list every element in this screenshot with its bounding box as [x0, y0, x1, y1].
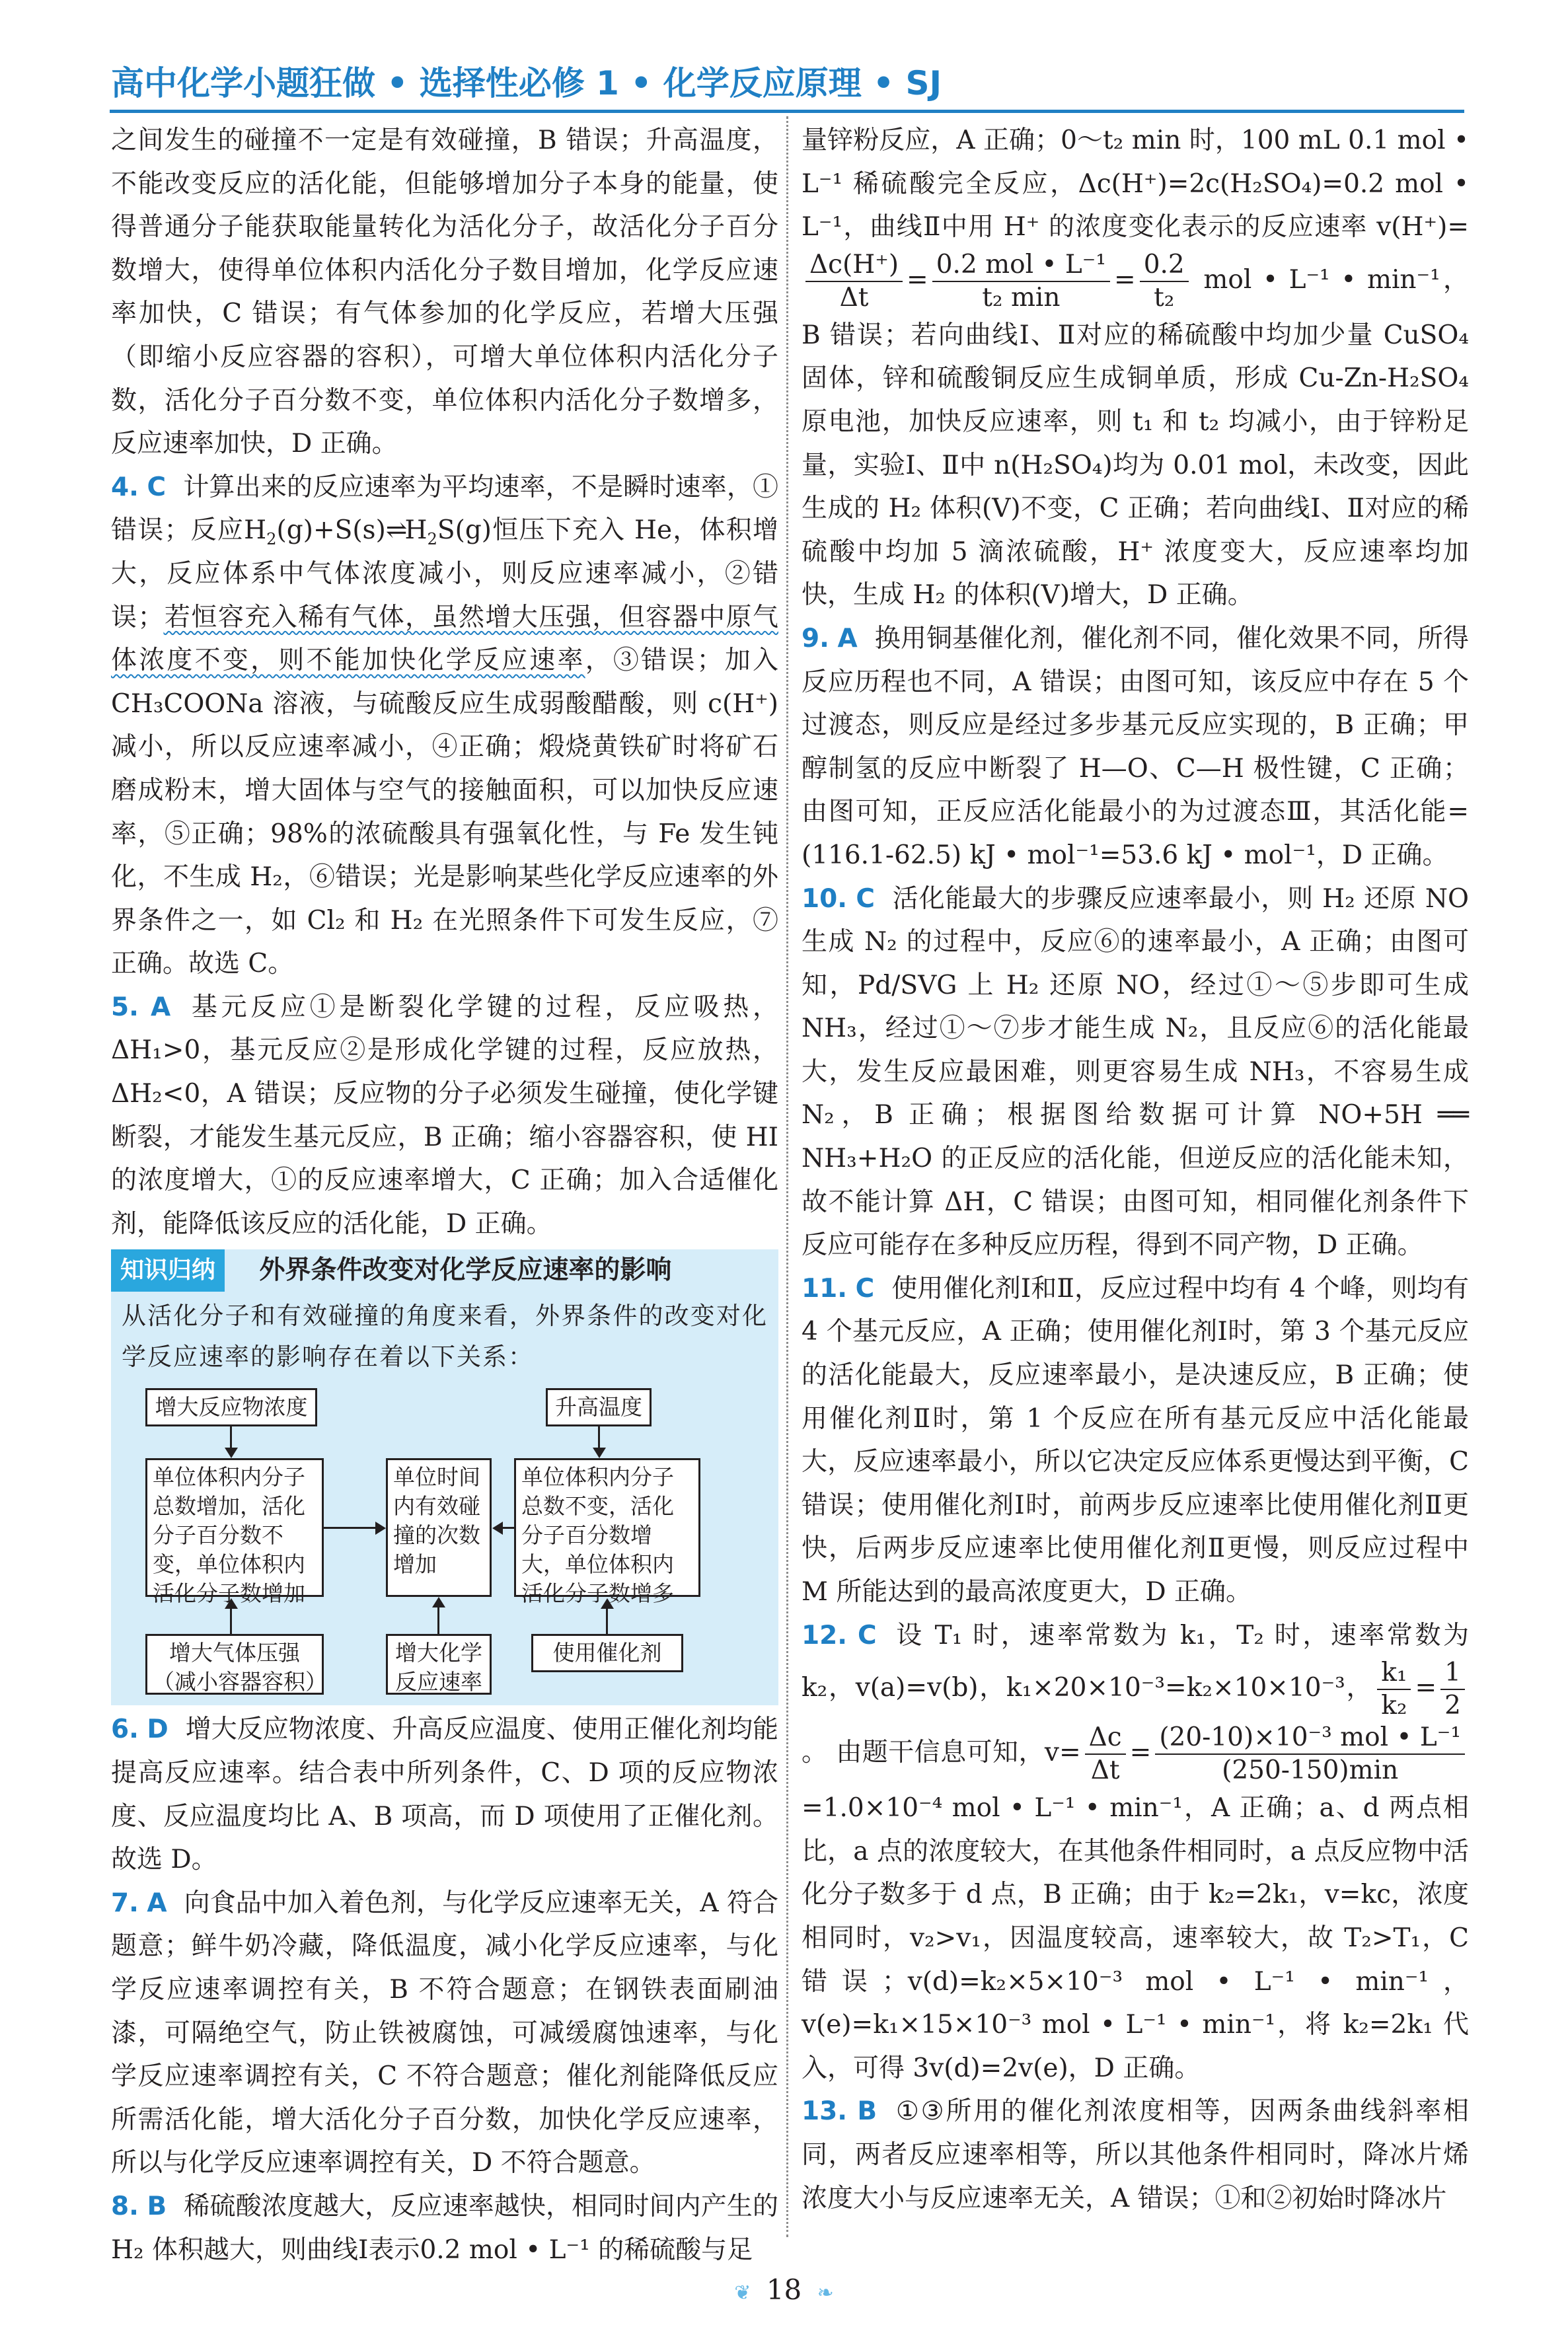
column-divider — [786, 116, 788, 2237]
question-number: 6. — [111, 1715, 139, 1745]
knowledge-summary-box — [111, 1249, 778, 1705]
arrow-right-icon — [375, 1522, 386, 1535]
page-number: 18 — [766, 2273, 802, 2306]
fraction: $\frac{0.2}{\text{t₂}}$ — [1140, 249, 1189, 314]
answer-8-continuation: 量锌粉反应，A 正确；0～t₂ min 时，100 mL 0.1 mol • L⁻¹ 稀硫酸完全反应，Δc(H⁺)=2c(H₂SO₄)=0.2 mol • L⁻¹，曲线Ⅱ中用 H⁺ 的浓度变化表示的反应速率 v(H⁺)= $\frac{\Delta c(H^+)}{\Delta t}$ = $\frac{\text{0.2 mol • L⁻¹}}{\text{t₂ min}}$ = $\frac{0.2}{\text{t₂}}$ mol • L⁻¹ • min⁻¹，B 错误；若向曲线Ⅰ、Ⅱ对应的稀硫酸中均加少量 CuSO₄ 固体，锌和硫酸铜反应生成铜单质，形成 Cu-Zn-H₂SO₄ 原电池，加快反应速率，则 t₁ 和 t₂ 均减小，由于锌粉足量，实验Ⅰ、Ⅱ中 n(H₂SO₄)均为 0.01 mol，未改变，因此生成的 H₂ 体积(V)不变，C 正确；若向曲线Ⅰ、Ⅱ对应的稀硫酸中均加 5 滴浓硫酸，H⁺ 浓度变大，反应速率均加快，生成 H₂ 的体积(V)增大，D 正确。 — [802, 126, 1469, 610]
arrow-up-icon — [225, 1598, 238, 1609]
answer-7 — [111, 1882, 778, 2185]
box-increase-rate: 增大化学反应速率 — [386, 1634, 492, 1695]
page-footer — [0, 2270, 1568, 2310]
fraction: $\frac{\text{(20-10)×10⁻³ mol • L⁻¹}}{(250-150)\min}$ — [1155, 1722, 1465, 1787]
answer-letter: B — [857, 2096, 877, 2127]
question-number: 7. — [111, 1888, 139, 1918]
answer-11 — [802, 1267, 1469, 1614]
answer-5 — [111, 986, 778, 1246]
fraction: $\frac{\Delta c}{\Delta t}$ — [1085, 1722, 1126, 1787]
box-use-catalyst: 使用催化剂 — [531, 1634, 683, 1672]
answer-letter: C — [858, 1620, 877, 1650]
arrow-down-icon — [593, 1448, 606, 1458]
question-number: 13. — [802, 2096, 848, 2127]
question-number: 4. — [111, 472, 139, 502]
leaf-ornament-icon: ❦ — [734, 2281, 751, 2305]
answer-letter: C — [855, 1273, 875, 1304]
box-effective-collisions: 单位时间内有效碰撞的次数增加 — [386, 1458, 492, 1597]
header-rule — [110, 110, 1464, 113]
box-increase-concentration: 增大反应物浓度 — [145, 1388, 317, 1426]
answer-letter: A — [151, 992, 171, 1022]
knowledge-tag: 知识归纳 — [111, 1249, 225, 1292]
answer-text: 基元反应①是断裂化学键的过程，反应吸热，ΔH₁>0，基元反应②是形成化学键的过程，反应放热，ΔH₂<0，A 错误；反应物的分子必须发生碰撞，使化学键断裂，才能发生基元反应，B 正确；缩小容器容积，使 HI 的浓度增大，①的反应速率增大，C 正确；加入合适催化剂，能降低该反应的活化能，D 正确。 — [111, 992, 778, 1239]
answer-text: 设 T₁ 时，速率常数为 k₁，T₂ 时，速率常数为 k₂， — [802, 1620, 1469, 1703]
answer-9 — [802, 617, 1469, 877]
answer-letter: A — [147, 1888, 167, 1918]
question-number: 10. — [802, 883, 848, 914]
knowledge-title: 外界条件改变对化学反应速率的影响 — [259, 1255, 672, 1286]
fraction: $\frac{\text{k₁}}{\text{k₂}}$ — [1377, 1657, 1411, 1722]
answer-text: 若向曲线Ⅰ、Ⅱ对应的稀硫酸中均加少量 CuSO₄ 固体，锌和硫酸铜反应生成铜单质，形成 Cu-Zn-H₂SO₄ 原电池，加快反应速率，则 t₁ 和 t₂ 均减小，由于锌粉足量，实验Ⅰ、Ⅱ中 n(H₂SO₄)均为 0.01 mol，未改变，因此生成的 H₂ 体积(V)不变，C 正确；若向曲线Ⅰ、Ⅱ对应的稀硫酸中均加 5 滴浓硫酸，H⁺ 浓度变大，反应速率均加快，生成 H₂ 的体积(V)增大，D 正确。 — [802, 320, 1469, 610]
box-raise-temperature: 升高温度 — [546, 1388, 652, 1426]
answer-text: 恒压下充入 He，体积增大，反应体系中气体浓度减小，则反应速率减小，②错误； — [111, 515, 778, 632]
answer-10 — [802, 877, 1469, 1267]
answer-text: ，③错误；加入 CH₃COONa 溶液，与硫酸反应生成弱酸醋酸，则 c(H⁺)减小，所以反应速率减小，④正确；煅烧黄铁矿时将矿石磨成粉末，增大固体与空气的接触面积，可以加快反应速率，⑤正确；98%的浓硫酸具有强氧化性，与 Fe 发生钝化，不生成 H₂，⑥错误；光是影响某些化学反应速率的外界条件之一，如 Cl₂ 和 H₂ 在光照条件下可发生反应，⑦正确。故选 C。 — [111, 646, 778, 979]
answer-4: 4. C 计算出来的反应速率为平均速率，不是瞬时速率，①错误；反应$H_2(g)+S(s)\rightleftharpoons H_2S(g)$恒压下充入 He，体积增大，反应体系中气体浓度减小，则反应速率减小，②错误；若恒容充入稀有气体，虽然增大压强，但容器中原气体浓度不变，则不能加快化学反应速率，③错误；加入 CH₃COONa 溶液，与硫酸反应生成弱酸醋酸，则 c(H⁺)减小，所以反应速率减小，④正确；煅烧黄铁矿时将矿石磨成粉末，增大固体与空气的接触面积，可以加快反应速率，⑤正确；98%的浓硫酸具有强氧化性，与 Fe 发生钝化，不生成 H₂，⑥错误；光是影响某些化学反应速率的外界条件之一，如 Cl₂ 和 H₂ 在光照条件下可发生反应，⑦正确。故选 C。 — [111, 472, 778, 979]
answer-8 — [111, 2185, 778, 2271]
answer-text: 换用铜基催化剂，催化剂不同，催化效果不同，所得反应历程也不同，A 错误；由图可知，该反应中存在 5 个过渡态，则反应是经过多步基元反应实现的，B 正确；甲醇制氢的反应中断裂了 H—O、C—H 极性键，C 正确；由图可知，正反应活化能最小的为过渡态Ⅲ，其活化能=(116.1-62.5) kJ • mol⁻¹=53.6 kJ • mol⁻¹，D 正确。 — [802, 623, 1469, 870]
answer-letter: D — [147, 1715, 168, 1745]
question-number: 5. — [111, 992, 139, 1022]
question-number: 12. — [802, 1620, 848, 1650]
arrow-icon — [432, 1597, 445, 1607]
arrow-up-icon — [601, 1598, 614, 1609]
answer-text: 稀硫酸浓度越大，反应速率越快，相同时间内产生的 H₂ 体积越大，则曲线Ⅰ表示0.2 mol • L⁻¹ 的稀硫酸与足 — [111, 2191, 778, 2265]
answer-12: 12. C 设 T₁ 时，速率常数为 k₁，T₂ 时，速率常数为 k₂，v(a)=v(b)，k₁×20×10⁻³=k₂×10×10⁻³， $\frac{\text{k₁}}{\text{k₂}}$ = $\frac{1}{2}$ 。 由题干信息可知，v= $\frac{\Delta c}{\Delta t}$ = $\frac{\text{(20-10)×10⁻³ mol • L⁻¹}}{(250-150)\min}$ =1.0×10⁻⁴ mol • L⁻¹ • min⁻¹，A 正确；a、d 两点相比，a 点的浓度较大，在其他条件相同时，a 点反应物中活化分子数多于 d 点，B 正确；由于 k₂=2k₁，v=kc，浓度相同时，v₂>v₁，因温度较高，速率较大，故 T₂>T₁，C 错误；v(d)=k₂×5×10⁻³ mol • L⁻¹ • min⁻¹，v(e)=k₁×15×10⁻³ mol • L⁻¹ • min⁻¹，将 k₂=2k₁ 代入，可得 3v(d)=2v(e)，D 正确。 — [802, 1620, 1469, 2083]
answer-text: 计算出来的反应速率为平均速率，不是瞬时速率，①错误；反应 — [111, 472, 778, 546]
arrow-left-icon — [492, 1522, 503, 1535]
leaf-ornament-icon: ❧ — [817, 2281, 834, 2305]
answer-text: ①③所用的催化剂浓度相等，因两条曲线斜率相同，两者反应速率相等，所以其他条件相同时，降冰片烯浓度大小与反应速率无关，A 错误；①和②初始时降冰片 — [802, 2096, 1469, 2213]
question-number: 8. — [111, 2191, 139, 2221]
answer-13 — [802, 2090, 1469, 2220]
answer-text: 活化能最大的步骤反应速率最小，则 H₂ 还原 NO 生成 N₂ 的过程中，反应⑥的速率最小，A 正确；由图可知，Pd/SVG 上 H₂ 还原 NO，经过①～⑤步即可生成 NH₃，经过①～⑦步才能生成 N₂，且反应⑥的活化能最大，发生反应最困难，则更容易生成 NH₃，不容易生成 N₂，B 正确；根据图给数据可计算 NO+5H ══ NH₃+H₂O 的正反应的活化能，但逆反应的活化能未知，故不能计算 ΔH，C 错误；由图可知，相同催化剂条件下反应可能存在多种反应历程，得到不同产物，D 正确。 — [802, 883, 1470, 1261]
answer-3-continuation: 之间发生的碰撞不一定是有效碰撞，B 错误；升高温度，不能改变反应的活化能，但能够增加分子本身的能量，使得普通分子能获取能量转化为活化分子，故活化分子百分数增大，使得单位体积内活化分子数目增加，化学反应速率加快，C 错误；有气体参加的化学反应，若增大压强（即缩小反应容器的容积），可增大单位体积内活化分子数，活化分子百分数不变，单位体积内活化分子数增多，反应速率加快，D 正确。 — [111, 126, 778, 459]
answer-text: 量锌粉反应，A 正确；0～t₂ min 时，100 mL 0.1 mol • L⁻¹ 稀硫酸完全反应，Δc(H⁺)=2c(H₂SO₄)=0.2 mol • L⁻¹，曲线Ⅱ中用 H⁺ 的浓度变化表示的反应速率 v(H⁺)= — [802, 126, 1469, 242]
answer-letter: B — [147, 2191, 167, 2221]
box-right-effect: 单位体积内分子总数不变，活化分子百分数增大，单位体积内活化分子数增多 — [514, 1458, 700, 1597]
question-number: 11. — [802, 1273, 848, 1304]
flow-diagram — [111, 1385, 778, 1696]
answer-letter: A — [837, 623, 858, 653]
fraction: $\frac{\Delta c(H^+)}{\Delta t}$ — [805, 249, 903, 314]
knowledge-intro: 从活化分子和有效碰撞的角度来看，外界条件的改变对化学反应速率的影响存在着以下关系： — [122, 1302, 768, 1372]
wavy-underlined-text: 若恒容充入稀有气体，虽然增大压强，但容器中原气体浓度不变，则不能加快化学反应速率 — [111, 602, 778, 676]
running-header: 高中化学小题狂做 • 选择性必修 1 • 化学反应原理 • SJ — [111, 64, 942, 102]
answer-text: 1.0×10⁻⁴ mol • L⁻¹ • min⁻¹，A 正确；a、d 两点相比，a 点的浓度较大，在其他条件相同时，a 点反应物中活化分子数多于 d 点，B 正确；由于 k₂=2k₁，v=kc，浓度相同时，v₂>v₁，因温度较高，速率较大，故 T₂>T₁，C 错误；v(d)=k₂×5×10⁻³ mol • L⁻¹ • min⁻¹，v(e)=k₁×15×10⁻³ mol • L⁻¹ • min⁻¹，将 k₂=2k₁ 代入，可得 3v(d)=2v(e)，D 正确。 — [802, 1793, 1469, 2083]
answer-text: mol • L⁻¹ • min⁻¹，B 错误； — [802, 264, 1469, 350]
right-column — [802, 119, 1469, 2220]
answer-letter: C — [856, 883, 875, 914]
answer-text: 增大反应物浓度、升高反应温度、使用正催化剂均能提高反应速率。结合表中所列条件，C、D 项的反应物浓度、反应温度均比 A、B 项高，而 D 项使用了正催化剂。故选 D。 — [111, 1715, 778, 1875]
answer-text: 由题干信息可知，v= — [836, 1738, 1081, 1768]
knowledge-summary-header — [111, 1249, 778, 1292]
answer-text: 向食品中加入着色剂，与化学反应速率无关，A 符合题意；鲜牛奶冷藏，降低温度，减小化学反应速率，与化学反应速率调控有关，B 不符合题意；在钢铁表面刷油漆，可隔绝空气，防止铁被腐蚀，可减缓腐蚀速率，与化学反应速率调控有关，C 不符合题意；催化剂能降低反应所需活化能，增大活化分子百分数，加快化学反应速率，所以与化学反应速率调控有关，D 不符合题意。 — [111, 1888, 778, 2178]
answer-text: 使用催化剂Ⅰ和Ⅱ，反应过程中均有 4 个峰，则均有 4 个基元反应，A 正确；使用催化剂Ⅰ时，第 3 个基元反应的活化能最大，反应速率最小，是决速反应，B 正确；使用催化剂Ⅱ时，第 1 个反应在所有基元反应中活化能最大，反应速率最小，所以它决定反应体系更慢达到平衡，C 错误；使用催化剂Ⅰ时，前两步反应速率比使用催化剂Ⅱ更快，后两步反应速率比使用催化剂Ⅱ更慢，则反应过程中 M 所能达到的最高浓度更大，D 正确。 — [802, 1273, 1469, 1607]
box-left-effect: 单位体积内分子总数增加，活化分子百分数不变，单位体积内活化分子数增加 — [145, 1458, 324, 1597]
box-increase-pressure: 增大气体压强（减小容器容积） — [145, 1634, 324, 1695]
answer-letter: C — [147, 472, 167, 502]
question-number: 9. — [802, 623, 829, 653]
left-column — [111, 119, 778, 2271]
fraction: $\frac{\text{0.2 mol • L⁻¹}}{\text{t₂ min}}$ — [932, 249, 1110, 314]
answer-6 — [111, 1708, 778, 1881]
fraction: $\frac{1}{2}$ — [1440, 1657, 1465, 1722]
answer-text: v(a)=v(b)，k₁×20×10⁻³=k₂×10×10⁻³， — [855, 1673, 1374, 1703]
arrow-down-icon — [225, 1448, 238, 1458]
